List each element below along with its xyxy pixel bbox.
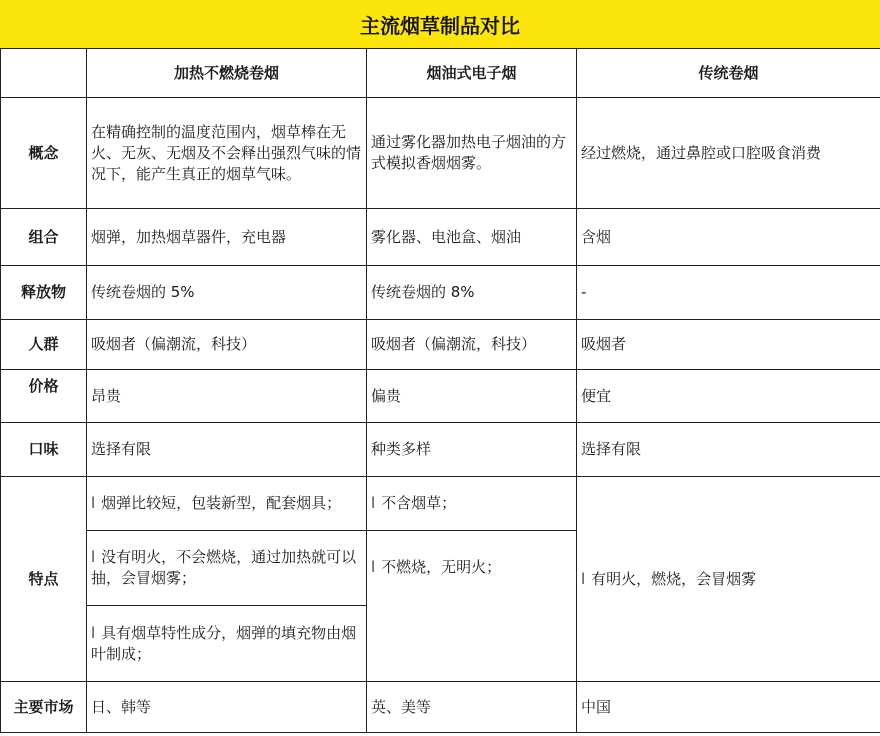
bullet-marker: l [91, 494, 96, 512]
cell-features-ecig-2 [367, 531, 577, 682]
table-row [1, 266, 880, 320]
header-corner [1, 49, 87, 98]
comparison-table [0, 48, 880, 733]
table-row [1, 682, 880, 733]
row-label-people: 人群 [1, 320, 87, 370]
row-label-release: 释放物 [1, 266, 87, 320]
cell-features-hnb-3 [87, 606, 367, 682]
cell-concept-hnb: 在精确控制的温度范围内，烟草棒在无火、无灰、无烟及不会释出强烈气味的情况下，能产生真正的烟草气味。 [87, 98, 367, 209]
cell-concept-traditional: 经过燃烧，通过鼻腔或口腔吸食消费 [577, 98, 880, 209]
table-row [1, 370, 880, 423]
bullet-text: 不含烟草； [381, 494, 457, 512]
cell-people-traditional: 吸烟者 [577, 320, 880, 370]
header-traditional: 传统卷烟 [577, 49, 880, 98]
bullet-text: 不燃烧，无明火； [381, 558, 502, 576]
row-label-market: 主要市场 [1, 682, 87, 733]
bullet-marker: l [371, 494, 376, 512]
header-row [1, 49, 880, 98]
cell-release-hnb: 传统卷烟的 5% [87, 266, 367, 320]
cell-taste-traditional: 选择有限 [577, 423, 880, 477]
table-row [1, 423, 880, 477]
row-label-price: 价格 [1, 370, 87, 423]
table-row [1, 98, 880, 209]
bullet-marker: l [91, 548, 96, 566]
cell-market-hnb: 日、韩等 [87, 682, 367, 733]
table-row [1, 209, 880, 266]
bullet-text: 具有烟草特性成分，烟弹的填充物由烟叶制成； [91, 623, 357, 663]
bullet-text: 有明火，燃烧，会冒烟雾 [591, 569, 757, 588]
cell-price-ecig: 偏贵 [367, 370, 577, 423]
table-row [1, 320, 880, 370]
row-label-combo: 组合 [1, 209, 87, 266]
cell-taste-hnb: 选择有限 [87, 423, 367, 477]
cell-features-hnb-2 [87, 531, 367, 606]
bullet-marker: l [371, 558, 376, 576]
bullet-marker: l [91, 623, 96, 642]
cell-price-hnb: 昂贵 [87, 370, 367, 423]
cell-combo-ecig: 雾化器、电池盒、烟油 [367, 209, 577, 266]
cell-combo-traditional: 含烟 [577, 209, 880, 266]
cell-combo-hnb: 烟弹，加热烟草器件，充电器 [87, 209, 367, 266]
cell-people-hnb: 吸烟者（偏潮流，科技） [87, 320, 367, 370]
cell-taste-ecig: 种类多样 [367, 423, 577, 477]
header-heat-not-burn: 加热不燃烧卷烟 [87, 49, 367, 98]
row-label-taste: 口味 [1, 423, 87, 477]
cell-features-hnb-1 [87, 477, 367, 531]
bullet-text: 没有明火，不会燃烧，通过加热就可以抽，会冒烟雾； [91, 548, 357, 587]
row-label-features: 特点 [1, 477, 87, 682]
table-title: 主流烟草制品对比 [0, 0, 880, 49]
table-row [1, 477, 880, 531]
cell-features-ecig-1 [367, 477, 577, 531]
cell-release-ecig: 传统卷烟的 8% [367, 266, 577, 320]
cell-market-traditional: 中国 [577, 682, 880, 733]
row-label-concept: 概念 [1, 98, 87, 209]
cell-people-ecig: 吸烟者（偏潮流，科技） [367, 320, 577, 370]
cell-release-traditional: - [577, 266, 880, 320]
cell-concept-ecig: 通过雾化器加热电子烟油的方式模拟香烟烟雾。 [367, 98, 577, 209]
bullet-marker: l [581, 569, 586, 588]
cell-market-ecig: 英、美等 [367, 682, 577, 733]
header-e-cigarette: 烟油式电子烟 [367, 49, 577, 98]
cell-features-traditional [577, 477, 880, 682]
bullet-text: 烟弹比较短，包装新型，配套烟具； [101, 494, 342, 512]
cell-price-traditional: 便宜 [577, 370, 880, 423]
